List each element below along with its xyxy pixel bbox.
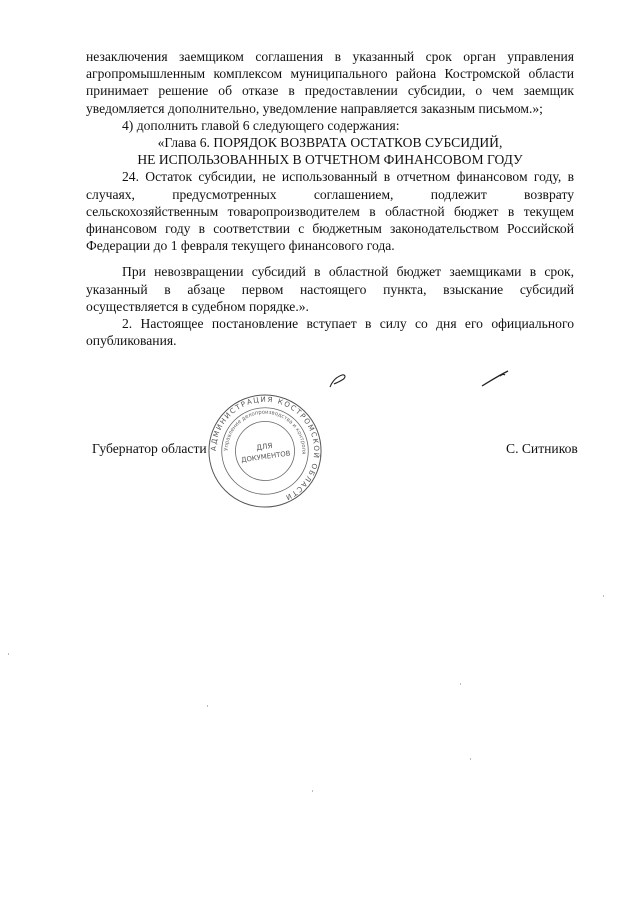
document-body [86, 48, 574, 349]
stamp-inner-text: Управление делопроизводства и контроля [223, 409, 307, 455]
scan-speck [207, 705, 208, 707]
stamp-center-line2: ДОКУМЕНТОВ [240, 449, 291, 465]
stamp-outer-text: АДМИНИСТРАЦИЯ КОСТРОМСКОЙ ОБЛАСТИ [208, 394, 322, 503]
handwritten-mark-left [326, 372, 356, 390]
handwritten-mark-right [478, 368, 514, 390]
scan-speck [603, 595, 604, 597]
paragraph-continuation: незаключения заемщиком соглашения в указанный срок орган управления агропромышленным комплексом муниципального района Костромской области принимает решение об отказе в предоставлении субсидии, о чем заемщик уведомляется дополнительно, уведомление направляется заказным письмом.»; [86, 49, 574, 116]
scan-speck [460, 683, 461, 685]
scan-speck [312, 790, 313, 792]
signatory-title: Губернатор области [92, 441, 207, 456]
paragraph-24: 24. Остаток субсидии, не использованный в отчетном финансовом году, в случаях, предусмотренных соглашением, подлежит возврату сельскохозяйственным товаропроизводителем в областной бюджет в текущем финансовом году в соответствии с бюджетным законодательством Российской Федерации до 1 февраля текущего финансового года. [86, 169, 574, 254]
chapter-heading-line2: НЕ ИСПОЛЬЗОВАННЫХ В ОТЧЕТНОМ ФИНАНСОВОМ ГОДУ [137, 152, 523, 168]
official-stamp [206, 392, 324, 510]
chapter-heading-line1: «Глава 6. ПОРЯДОК ВОЗВРАТА ОСТАТКОВ СУБСИДИЙ, [157, 135, 503, 151]
signatory-name: С. Ситников [506, 441, 578, 456]
scan-speck [470, 758, 471, 760]
scan-speck [8, 653, 9, 655]
item-4: 4) дополнить главой 6 следующего содержания: [122, 117, 400, 133]
paragraph-nonreturn: При невозвращении субсидий в областной бюджет заемщиками в срок, указанный в абзаце первом настоящего пункта, взыскание субсидий осуществляется в судебном порядке.». [86, 264, 574, 314]
stamp-center-line1: ДЛЯ [255, 440, 274, 453]
item-2: 2. Настоящее постановление вступает в силу со дня его официального опубликования. [86, 316, 574, 349]
